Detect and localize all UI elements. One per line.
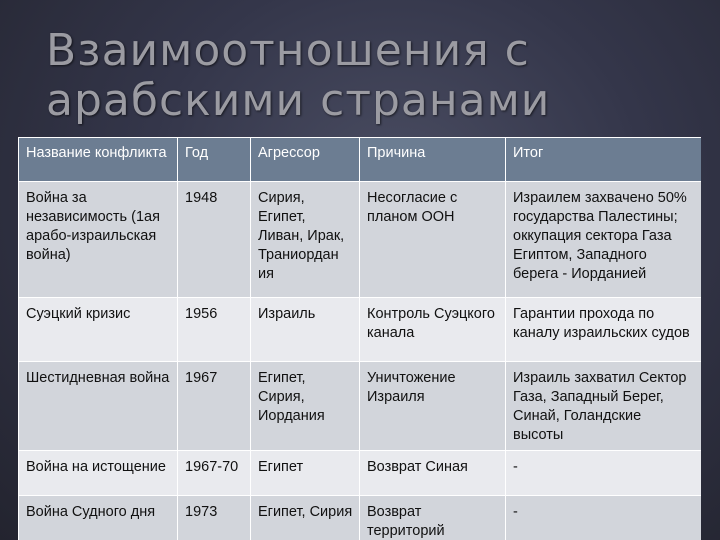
cell-cause: Возврат Синая — [360, 451, 506, 496]
header-aggressor: Агрессор — [251, 138, 360, 182]
header-result: Итог — [506, 138, 702, 182]
table-row — [19, 182, 702, 298]
table-row — [19, 496, 702, 540]
header-year: Год — [178, 138, 251, 182]
cell-result: - — [506, 496, 702, 540]
cell-conflict-name: Шестидневная война — [19, 362, 178, 451]
cell-conflict-name: Война за независимость (1ая арабо-израильская война) — [19, 182, 178, 298]
cell-result: Гарантии прохода по каналу израильских судов — [506, 298, 702, 362]
header-cause: Причина — [360, 138, 506, 182]
cell-conflict-name: Война на истощение — [19, 451, 178, 496]
cell-cause: Контроль Суэцкого канала — [360, 298, 506, 362]
table-row — [19, 362, 702, 451]
table-row — [19, 451, 702, 496]
conflicts-table — [18, 137, 701, 540]
cell-cause: Возврат территорий — [360, 496, 506, 540]
cell-aggressor: Египет, Сирия — [251, 496, 360, 540]
cell-cause: Несогласие с планом ООН — [360, 182, 506, 298]
cell-aggressor: Египет, Сирия, Иордания — [251, 362, 360, 451]
cell-aggressor: Израиль — [251, 298, 360, 362]
cell-year: 1956 — [178, 298, 251, 362]
conflicts-table-container — [18, 137, 701, 540]
table-header-row — [19, 138, 702, 182]
slide-title: Взаимоотношения с арабскими странами — [46, 25, 551, 126]
cell-result: Израилем захвачено 50% государства Палестины; оккупация сектора Газа Египтом, Западного берега - Иорданией — [506, 182, 702, 298]
cell-year: 1973 — [178, 496, 251, 540]
cell-year: 1967-70 — [178, 451, 251, 496]
table-row — [19, 298, 702, 362]
cell-conflict-name: Война Судного дня — [19, 496, 178, 540]
cell-aggressor: Египет — [251, 451, 360, 496]
cell-cause: Уничтожение Израиля — [360, 362, 506, 451]
cell-year: 1967 — [178, 362, 251, 451]
cell-result: Израиль захватил Сектор Газа, Западный Берег, Синай, Голандские высоты — [506, 362, 702, 451]
header-conflict-name: Название конфликта — [19, 138, 178, 182]
cell-year: 1948 — [178, 182, 251, 298]
cell-result: - — [506, 451, 702, 496]
cell-conflict-name: Суэцкий кризис — [19, 298, 178, 362]
cell-aggressor: Сирия, Египет, Ливан, Ирак, Трaниордан ия — [251, 182, 360, 298]
